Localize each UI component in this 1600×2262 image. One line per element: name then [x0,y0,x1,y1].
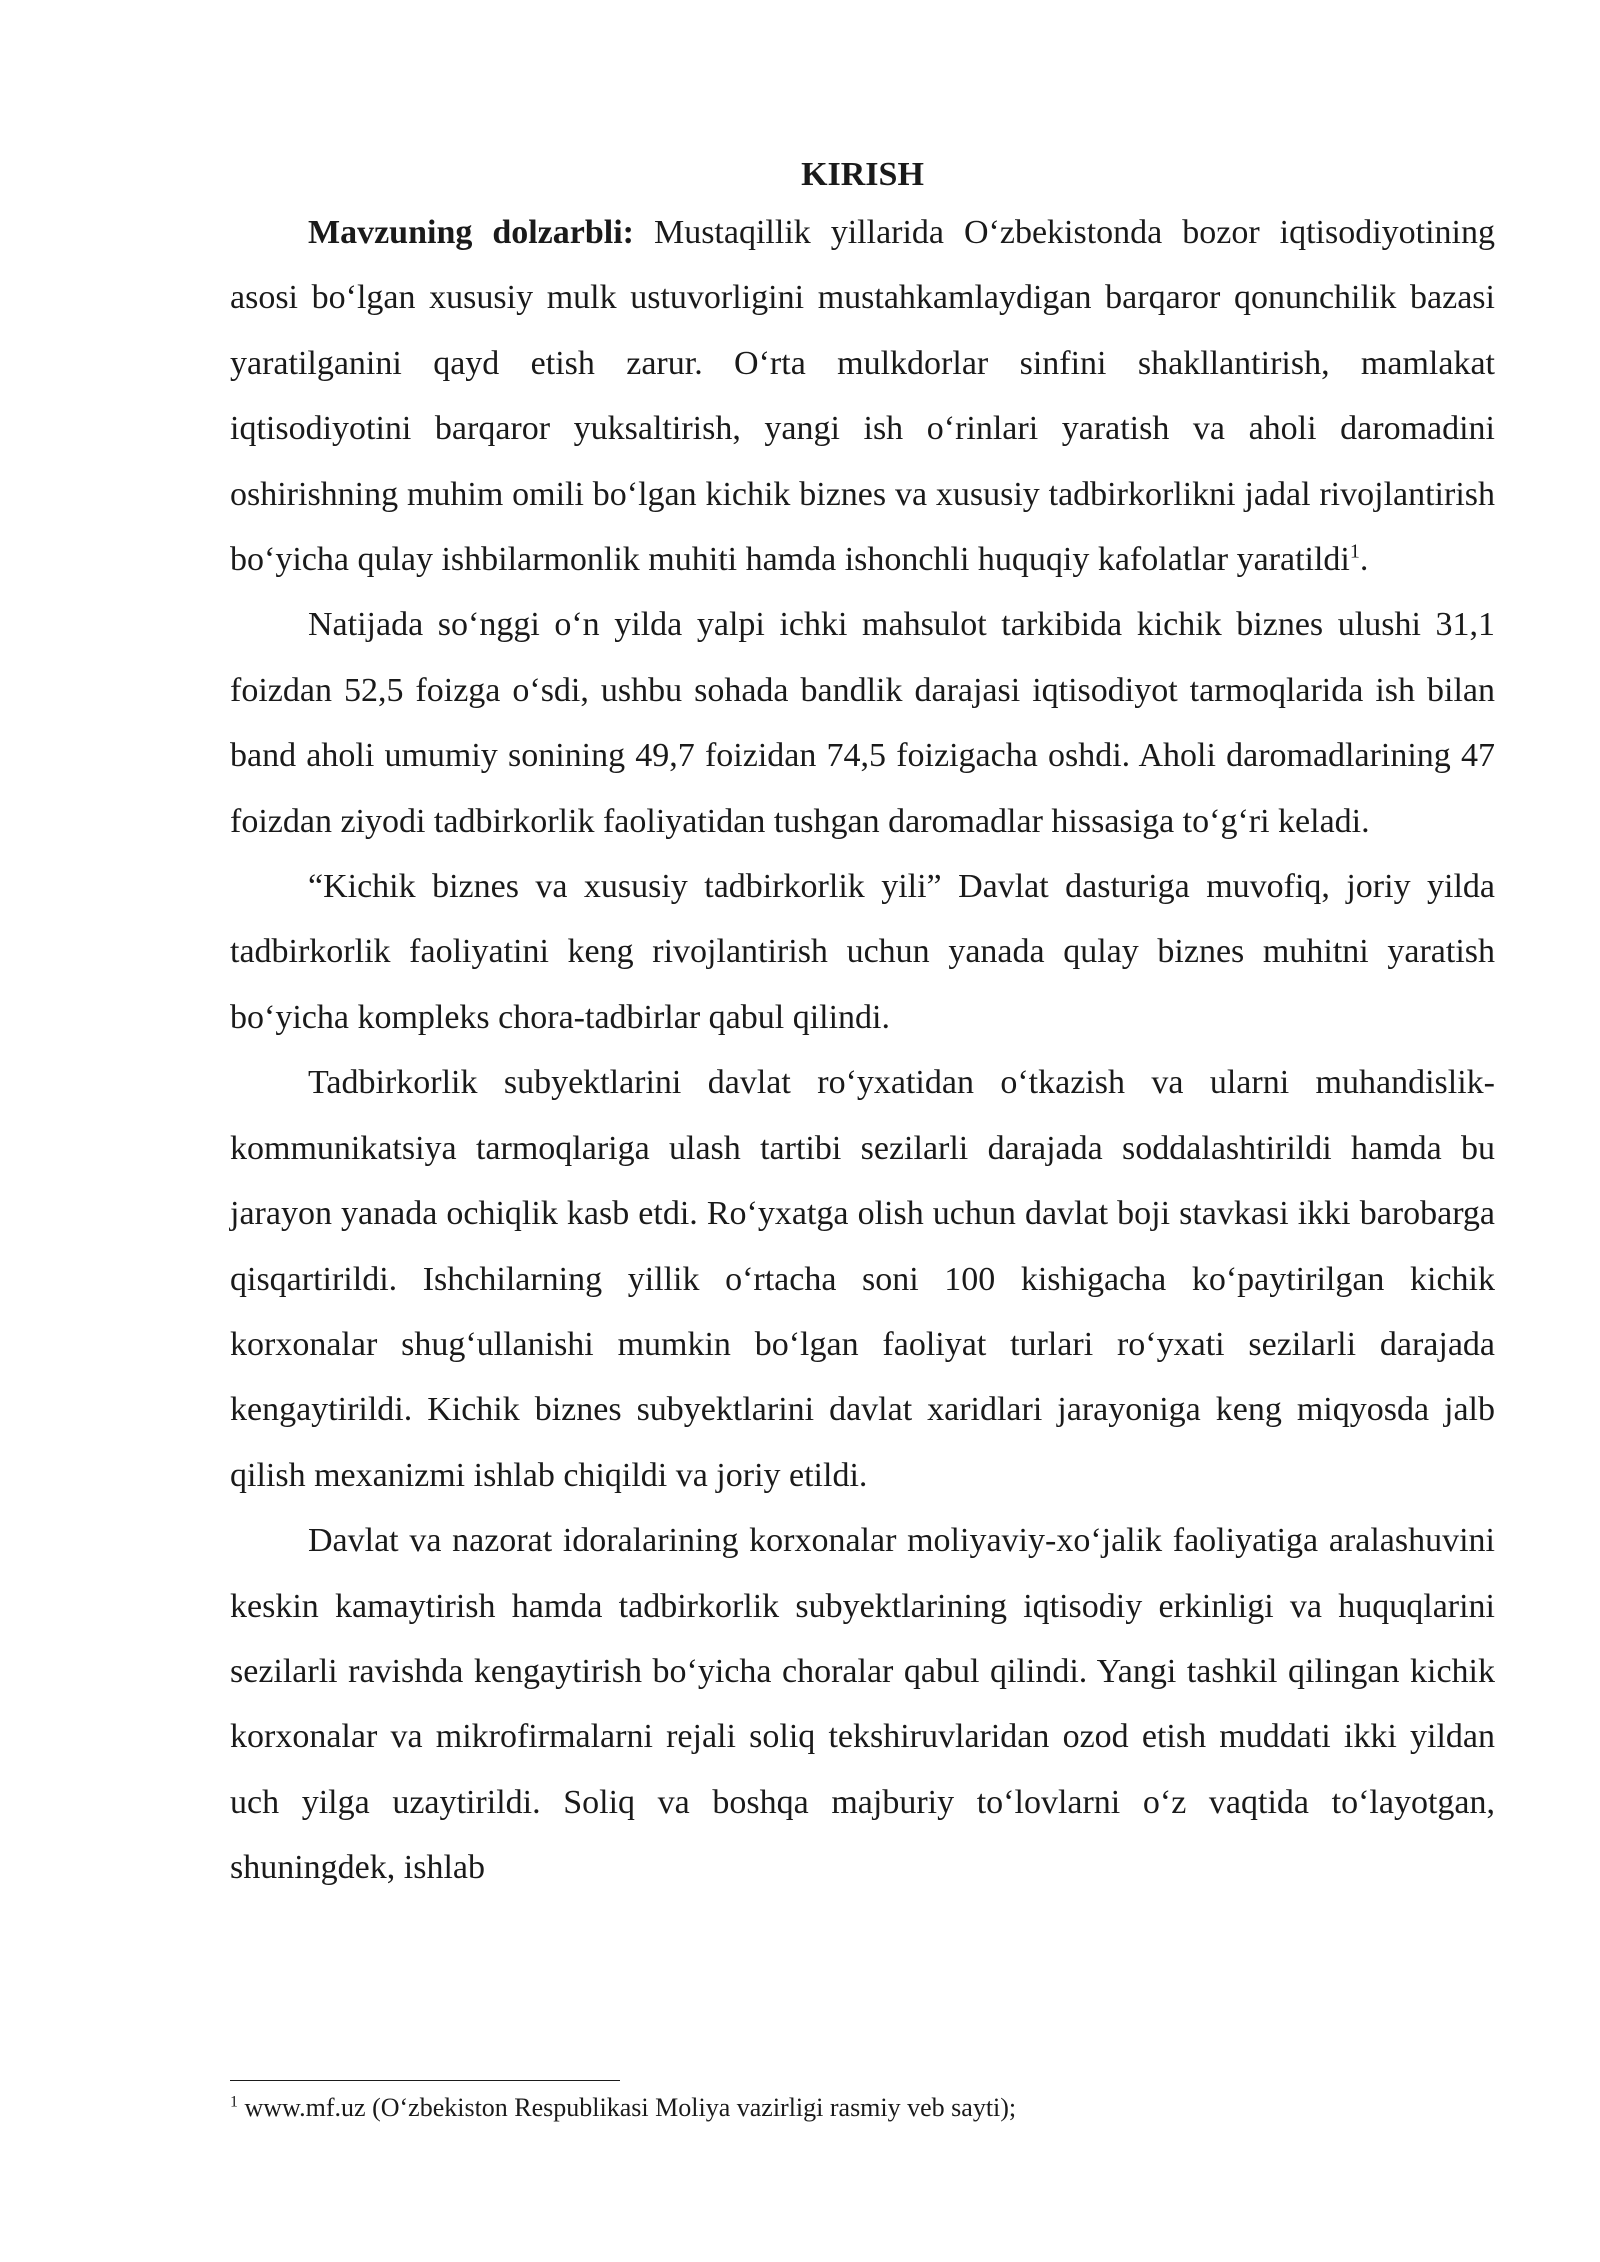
footnote [230,2090,1495,2126]
paragraph-relevance [230,200,1495,592]
paragraph-program: “Kichik biznes va xususiy tadbirkorlik yili” Davlat dasturiga muvofiq, joriy yilda tadbirkorlik faoliyatini keng rivojlantirish uchun yanada qulay biznes muhitni yaratish bo‘yicha kompleks chora-tadbirlar qabul qilindi. [230,868,1495,1036]
paragraph-tail: . [1359,541,1369,579]
footnote-text: www.mf.uz (O‘zbekiston Respublikasi Moliya vazirligi rasmiy veb sayti); [238,2093,1017,2122]
paragraph-lead: Mavzuning dolzarbli: [308,214,634,251]
footnote-reference[interactable]: 1 [1349,540,1360,563]
page-body [230,150,1495,1901]
paragraph-inspections: Davlat va nazorat idoralarining korxonalar moliyaviy-xo‘jalik faoliyatiga aralashuvini keskin kamaytirish hamda tadbirkorlik subyektlarining iqtisodiy erkinligi va huquqlarini sezilarli ravishda kengaytirish bo‘yicha choralar qabul qilindi. Yangi tashkil qilingan kichik korxonalar va mikrofirmalarni rejali soliq tekshiruvlaridan ozod etish muddati ikki yildan uch yilga uzaytirildi. Soliq va boshqa majburiy to‘lovlarni o‘z vaqtida to‘layotgan, shuningdek, ishlab [230,1522,1495,1887]
paragraph-registration: Tadbirkorlik subyektlarini davlat ro‘yxatidan o‘tkazish va ularni muhandislik-kommunikatsiya tarmoqlariga ulash tartibi sezilarli darajada soddalashtirildi hamda bu jarayon yanada ochiqlik kasb etdi. Ro‘yxatga olish uchun davlat boji stavkasi ikki barobarga qisqartirildi. Ishchilarning yillik o‘rtacha soni 100 kishigacha ko‘paytirilgan kichik korxonalar shug‘ullanishi mumkin bo‘lgan faoliyat turlari ro‘yxati sezilarli darajada kengaytirildi. Kichik biznes subyektlarini davlat xaridlari jarayoniga keng miqyosda jalb qilish mexanizmi ishlab chiqildi va joriy etildi. [230,1064,1495,1494]
page-title: KIRISH [801,156,924,193]
paragraph-text: Mustaqillik yillarida O‘zbekistonda bozor iqtisodiyotining asosi bo‘lgan xususiy mulk ustuvorligini mustahkamlaydigan barqaror qonunchilik bazasi yaratilganini qayd etish zarur. O‘rta mulkdorlar sinfini shakllantirish, mamlakat iqtisodiyotini barqaror yuksaltirish, yangi ish o‘rinlari yaratish va aholi daromadini oshirishning muhim omili bo‘lgan kichik biznes va xususiy tadbirkorlikni jadal rivojlantirish bo‘yicha qulay ishbilarmonlik muhiti hamda ishonchli huquqiy kafolatlar yaratildi [230,214,1495,579]
footnote-separator [230,2080,620,2081]
footnote-number: 1 [230,2093,238,2111]
paragraph-results: Natijada so‘nggi o‘n yilda yalpi ichki mahsulot tarkibida kichik biznes ulushi 31,1 foizdan 52,5 foizga o‘sdi, ushbu sohada bandlik darajasi iqtisodiyot tarmoqlarida ish bilan band aholi umumiy sonining 49,7 foizidan 74,5 foizigacha oshdi. Aholi daromadlarining 47 foizdan ziyodi tadbirkorlik faoliyatidan tushgan daromadlar hissasiga to‘g‘ri keladi. [230,606,1495,840]
